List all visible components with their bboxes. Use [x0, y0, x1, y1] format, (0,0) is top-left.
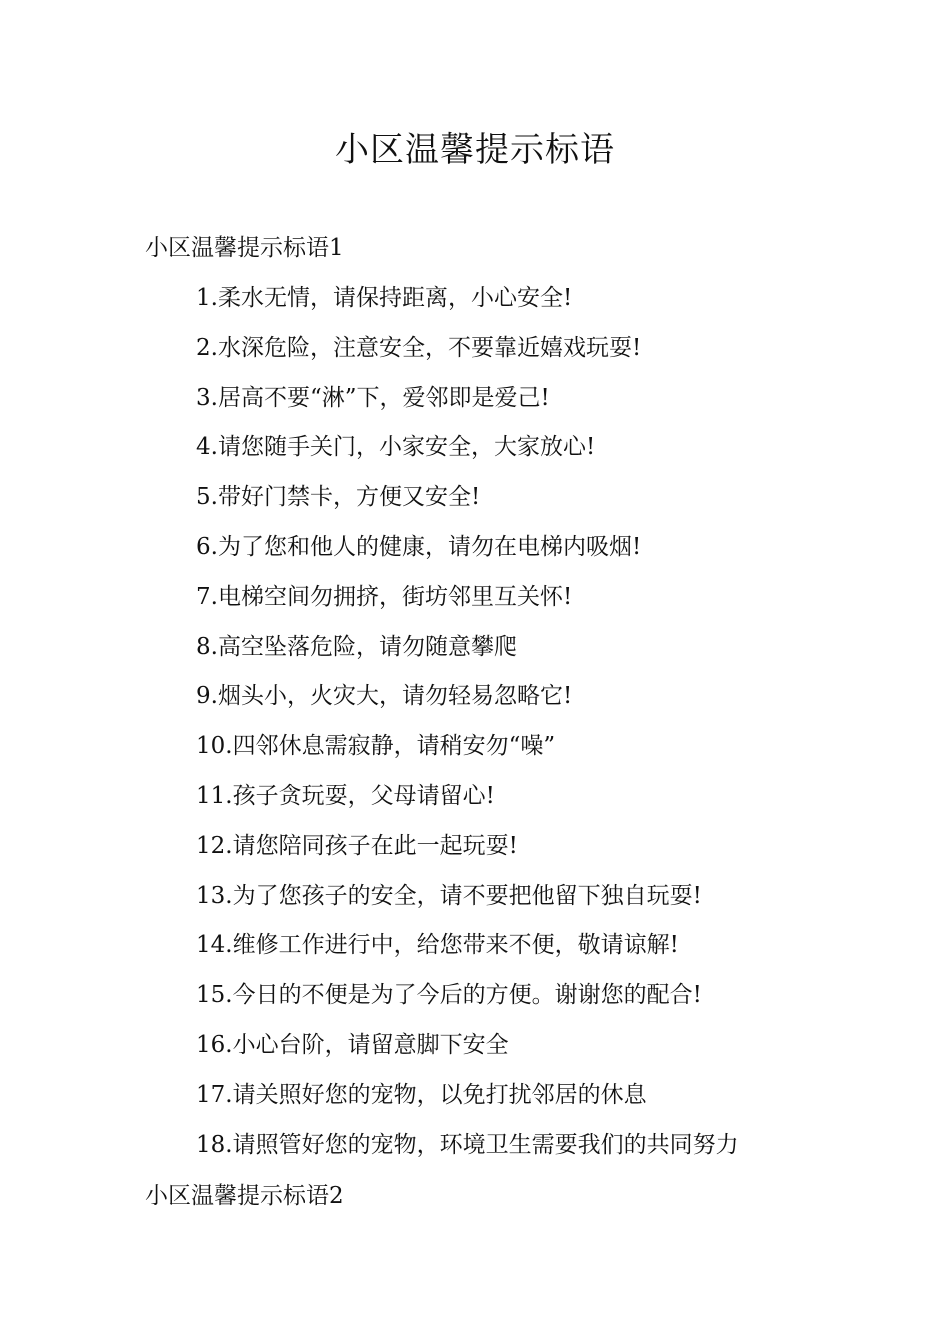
slogan-item: 2.水深危险，注意安全，不要靠近嬉戏玩耍!: [196, 334, 642, 361]
slogan-item: 8.高空坠落危险，请勿随意攀爬: [196, 633, 517, 660]
section-heading-2: 小区温馨提示标语2: [145, 1183, 344, 1209]
slogan-item: 11.孩子贪玩耍，父母请留心!: [196, 782, 495, 809]
slogan-item: 6.为了您和他人的健康，请勿在电梯内吸烟!: [196, 533, 642, 560]
slogan-item: 5.带好门禁卡，方便又安全!: [196, 484, 481, 511]
slogan-item: 3.居高不要“淋”下，爱邻即是爱己!: [196, 384, 550, 411]
slogan-item: 16.小心台阶，请留意脚下安全: [196, 1031, 509, 1058]
slogan-item: 7.电梯空间勿拥挤，街坊邻里互关怀!: [196, 583, 573, 610]
section-heading-1: 小区温馨提示标语1: [145, 235, 344, 261]
slogan-list: [196, 282, 739, 1178]
slogan-item: 15.今日的不便是为了今后的方便。谢谢您的配合!: [196, 982, 702, 1009]
document-title: 小区温馨提示标语: [335, 130, 615, 170]
slogan-item: 18.请照管好您的宠物，环境卫生需要我们的共同努力: [196, 1131, 739, 1158]
slogan-item: 12.请您陪同孩子在此一起玩耍!: [196, 832, 518, 859]
slogan-item: 13.为了您孩子的安全，请不要把他留下独自玩耍!: [196, 882, 702, 909]
slogan-item: 9.烟头小，火灾大，请勿轻易忽略它!: [196, 683, 573, 710]
slogan-item: 4.请您随手关门，小家安全，大家放心!: [196, 434, 596, 461]
slogan-item: 14.维修工作进行中，给您带来不便，敬请谅解!: [196, 932, 679, 959]
slogan-item: 10.四邻休息需寂静，请稍安勿“噪”: [196, 733, 556, 760]
slogan-item: 1.柔水无情，请保持距离，小心安全!: [196, 285, 573, 311]
slogan-item: 17.请关照好您的宠物，以免打扰邻居的休息: [196, 1081, 647, 1108]
